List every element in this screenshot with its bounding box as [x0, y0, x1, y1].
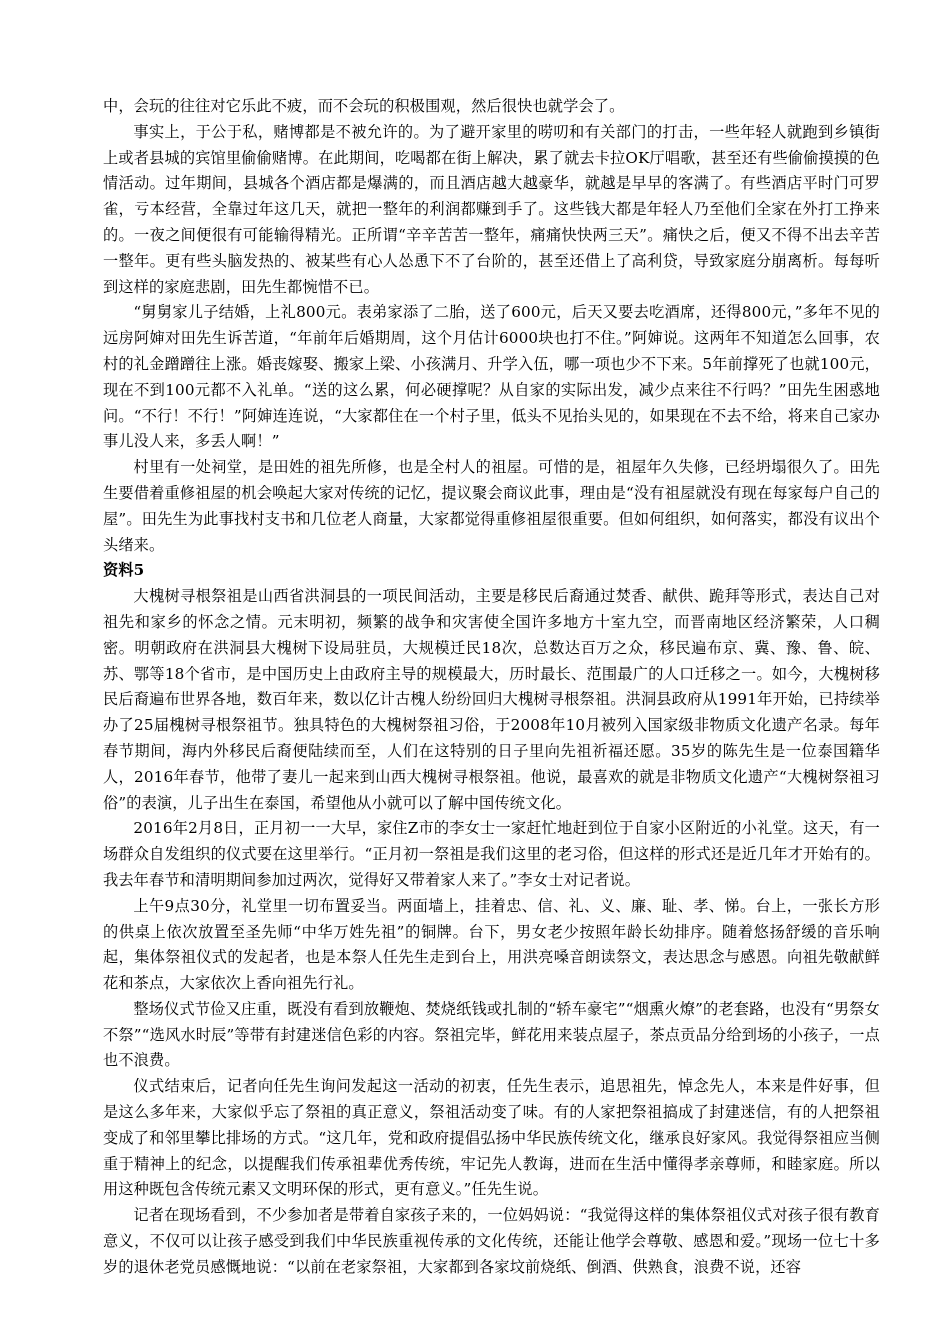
- paragraph-gambling: 事实上，于公于私，赌博都是不被允许的。为了避开家里的唠叨和有关部门的打击，一些年轻人就跑到乡镇街上或者县城的宾馆里偷偷赌博。在此期间，吃喝都在街上解决，累了就去卡拉OK厅唱歌，甚至还有些偷偷摸摸的色情活动。过年期间，县城各个酒店都是爆满的，而且酒店越大越豪华，就越是早早的客满了。有些酒店平时门可罗雀，亏本经营，全靠过年这几天，就把一整年的利润都赚到手了。这些钱大都是年轻人乃至他们全家在外打工挣来的。一夜之间便很有可能输得精光。正所谓“辛辛苦苦一整年，痛痛快快两三天”。痛快之后，便又不得不出去辛苦一整年。更有些头脑发热的、被某些有心人怂恿下不了台阶的，甚至还借上了高利贷，导致家庭分崩离析。每每听到这样的家庭悲剧，田先生都惋惜不已。: [103, 122, 880, 296]
- paragraph-participants: 记者在现场看到，不少参加者是带着自家孩子来的，一位妈妈说：“我觉得这样的集体祭祖仪式对孩子很有教育意义，不仅可以让孩子感受到我们中华民族重视传承的文化传统，还能让他学会尊敬、感恩和爱。”现场一位七十多岁的退休老党员感慨地说：“以前在老家祭祖，大家都到各家坟前烧纸、倒酒、供熟食，浪费不说，还容: [103, 1206, 880, 1276]
- paragraph-ancestral-hall: 村里有一处祠堂，是田姓的祖先所修，也是全村人的祖屋。可惜的是，祖屋年久失修，已经坍塌很久了。田先生要借着重修祖屋的机会唤起大家对传统的记忆，提议聚会商议此事，理由是“没有祖屋就没有现在每家每户自己的屋”。田先生为此事找村支书和几位老人商量，大家都觉得重修祖屋很重要。但如何组织，如何落实，都没有议出个头绪来。: [103, 458, 880, 554]
- paragraph-ceremony-frugal: 整场仪式节俭又庄重，既没有看到放鞭炮、焚烧纸钱或扎制的“轿车豪宅”“烟熏火燎”的老套路，也没有“男祭女不祭”“选风水时辰”等带有封建迷信色彩的内容。祭祖完毕，鲜花用来装点屋子，茶点贡品分给到场的小孩子，一点也不浪费。: [103, 999, 880, 1070]
- paragraph-continuation: 中，会玩的往往对它乐此不疲，而不会玩的积极围观，然后很快也就学会了。: [103, 97, 625, 115]
- paragraph-big-locust-tree: 大槐树寻根祭祖是山西省洪洞县的一项民间活动，主要是移民后裔通过焚香、献供、跪拜等形式，表达自己对祖先和家乡的怀念之情。元末明初，频繁的战争和灾害使全国许多地方十室九空，而晋南地区经济繁荣，人口稠密。明朝政府在洪洞县大槐树下设局驻员，大规模迁民18次，总数达百万之众，移民遍布京、冀、豫、鲁、皖、苏、鄂等18个省市，是中国历史上由政府主导的规模最大，历时最长、范围最广的人口迁移之一。如今，大槐树移民后裔遍布世界各地，数百年来，数以亿计古槐人纷纷回归大槐树寻根祭祖。洪洞县政府从1991年开始，已持续举办了25届槐树寻根祭祖节。独具特色的大槐树祭祖习俗，于2008年10月被列入国家级非物质文化遗产名录。每年春节期间，海内外移民后裔便陆续而至，人们在这特别的日子里向先祖祈福还愿。35岁的陈先生是一位泰国籍华人，2016年春节，他带了妻儿一起来到山西大槐树寻根祭祖。他说，最喜欢的就是非物质文化遗产“大槐树祭祖习俗”的表演，儿子出生在泰国，希望他从小就可以了解中国传统文化。: [103, 587, 880, 812]
- paragraph-gift-money: “舅舅家儿子结婚，上礼800元。表弟家添了二胎，送了600元，后天又要去吃酒席，还得800元，”多年不见的远房阿婶对田先生诉苦道，“年前年后婚期周，这个月估计6000块也打不住。”阿婶说。这两年不知道怎么回事，农村的礼金蹭蹭往上涨。婚丧嫁娶、搬家上梁、小孩满月、升学入伍，哪一项也少不下来。5年前撑死了也就100元，现在不到100元都不入礼单。“送的这么累，何必硬撑呢？从自家的实际出发，减少点来往不行吗？”田先生困惑地问。“不行！不行！”阿婶连连说，“大家都住在一个村子里，低头不见抬头见的，如果现在不去不给，将来自己家办事儿没人来，多丢人啊！”: [103, 303, 880, 451]
- paragraph-interview: 仪式结束后，记者向任先生询问发起这一活动的初衷，任先生表示，追思祖先，悼念先人，本来是件好事，但是这么多年来，大家似乎忘了祭祖的真正意义，祭祖活动变了味。有的人家把祭祖搞成了封建迷信，有的人把祭祖变成了和邻里攀比排场的方式。“这几年，党和政府提倡弘扬中华民族传统文化，继承良好家风。我觉得祭祖应当侧重于精神上的纪念，以提醒我们传承祖辈优秀传统，牢记先人教诲，进而在生活中懂得孝亲尊师，和睦家庭。所以用这种既包含传统元素又文明环保的形式，更有意义。”任先生说。: [103, 1077, 880, 1199]
- paragraph-new-year-ceremony: 2016年2月8日，正月初一一大早，家住Z市的李女士一家赶忙地赶到位于自家小区附近的小礼堂。这天，有一场群众自发组织的仪式要在这里举行。“正月初一祭祖是我们这里的老习俗，但这样的形式还是近几年才开始有的。我去年春节和清明期间参加过两次，觉得好又带着家人来了。”李女士对记者说。: [103, 819, 880, 889]
- section-heading: 资料5: [103, 561, 145, 580]
- paragraph-ceremony-setup: 上午9点30分，礼堂里一切布置妥当。两面墙上，挂着忠、信、礼、义、廉、耻、孝、悌。台上，一张长方形的供桌上依次放置至圣先师“中华万姓先祖”的铜牌。台下，男女老少按照年龄长幼排序。随着悠扬舒缓的音乐响起，集体祭祖仪式的发起者，也是本祭人任先生走到台上，用洪亮嗓音朗读祭文，表达思念与感恩。向祖先敬献鲜花和茶点，大家依次上香向祖先行礼。: [103, 896, 880, 993]
